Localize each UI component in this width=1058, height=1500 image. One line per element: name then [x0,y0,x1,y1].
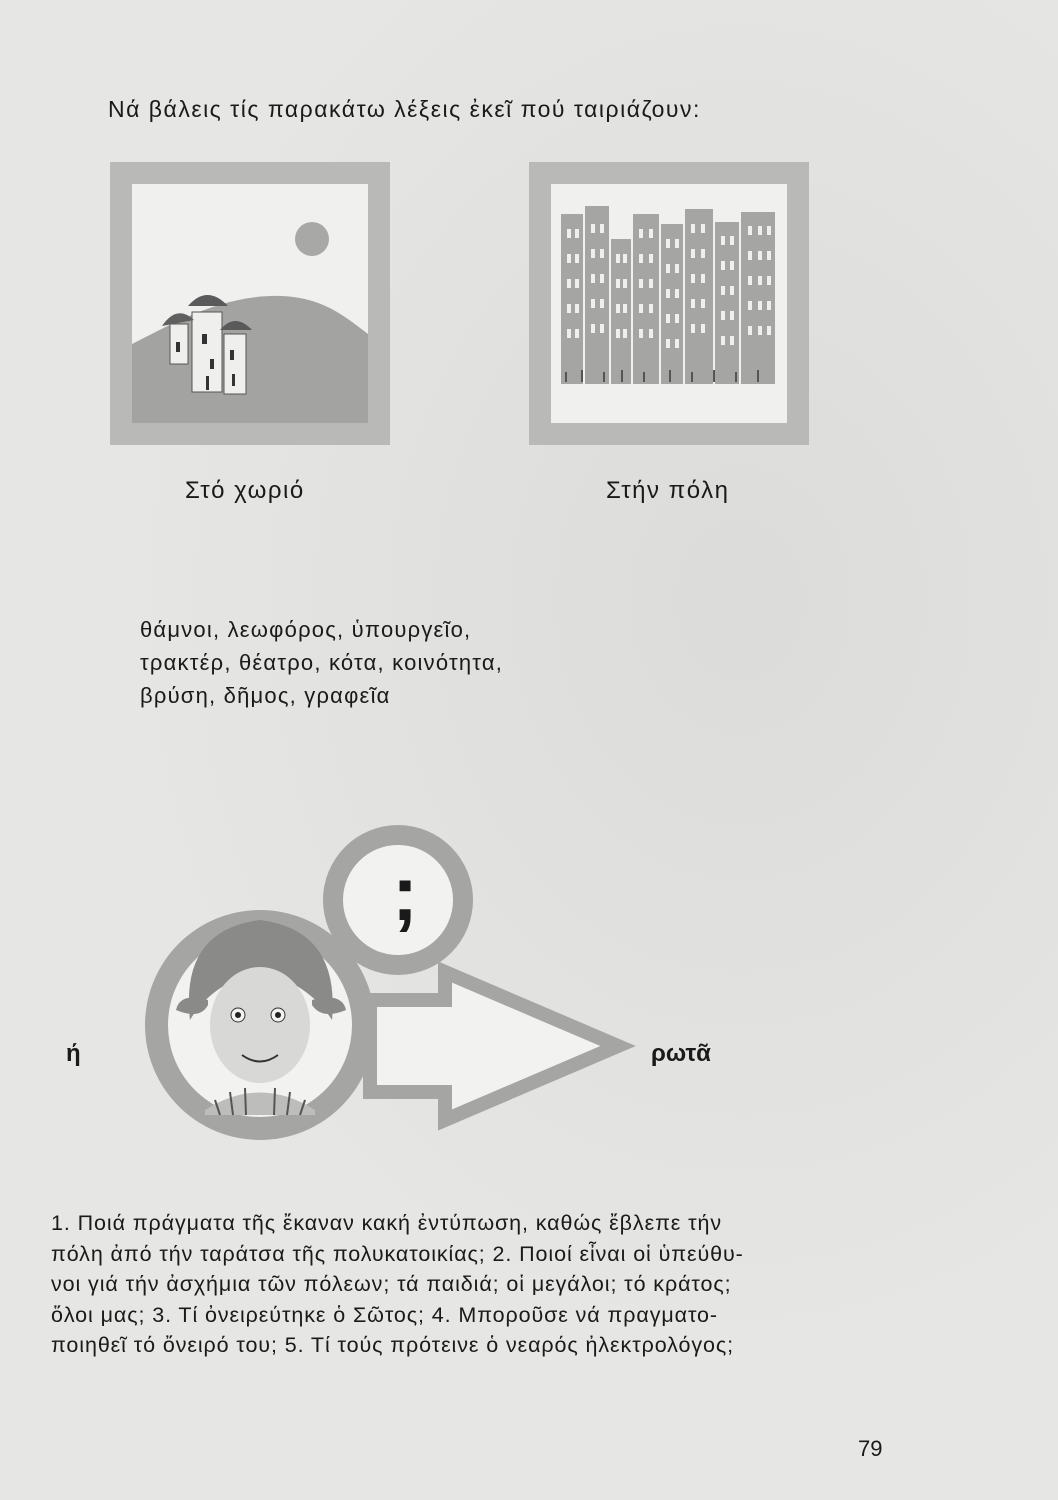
word-line: τρακτέρ, θέατρο, κότα, κοινότητα, [140,650,504,675]
instruction-text: Νά βάλεις τίς παρακάτω λέξεις ἐκεῖ πού ταιριάζουν: [108,96,701,122]
village-illustration [132,184,368,423]
question-diagram [120,810,640,1150]
questions-paragraph: 1. Ποιά πράγματα τῆς ἔκαναν κακή ἐντύπωση, καθώς ἔβλεπε τήν πόλη ἀπό τήν ταράτσα τῆς πολυκατοικίας; 2. Ποιοί εἶναι οἱ ὑπεύθυ- νοι γιά τήν ἀσχήμια τῶν πόλεων; τά παιδιά; οἱ μεγάλοι; τό κράτος; ὅλοι μας; 3. Τί ὀνειρεύτηκε ὁ Σῶτος; 4. Μποροῦσε νά πραγματο- ποιηθεῖ τό ὄνειρό του; 5. Τί τούς πρότεινε ὁ νεαρός ἠλεκτρολόγος; [51,1211,744,1357]
diagram-right-word: ρωτᾶ [651,1040,711,1067]
diagram-left-word: ή [66,1040,81,1067]
question-mark-symbol: ; [392,849,418,937]
arrow-shape [370,972,618,1120]
village-picture-frame [110,162,390,445]
city-picture-frame [529,162,809,445]
word-line: βρύση, δῆμος, γραφεῖα [140,683,391,708]
word-line: θάμνοι, λεωφόρος, ὑπουργεῖο, [140,617,472,642]
village-caption: Στό χωριό [185,477,305,504]
city-caption: Στήν πόλη [606,477,730,504]
word-list [140,613,503,712]
page-number: 79 [858,1436,883,1461]
city-illustration [551,184,787,423]
